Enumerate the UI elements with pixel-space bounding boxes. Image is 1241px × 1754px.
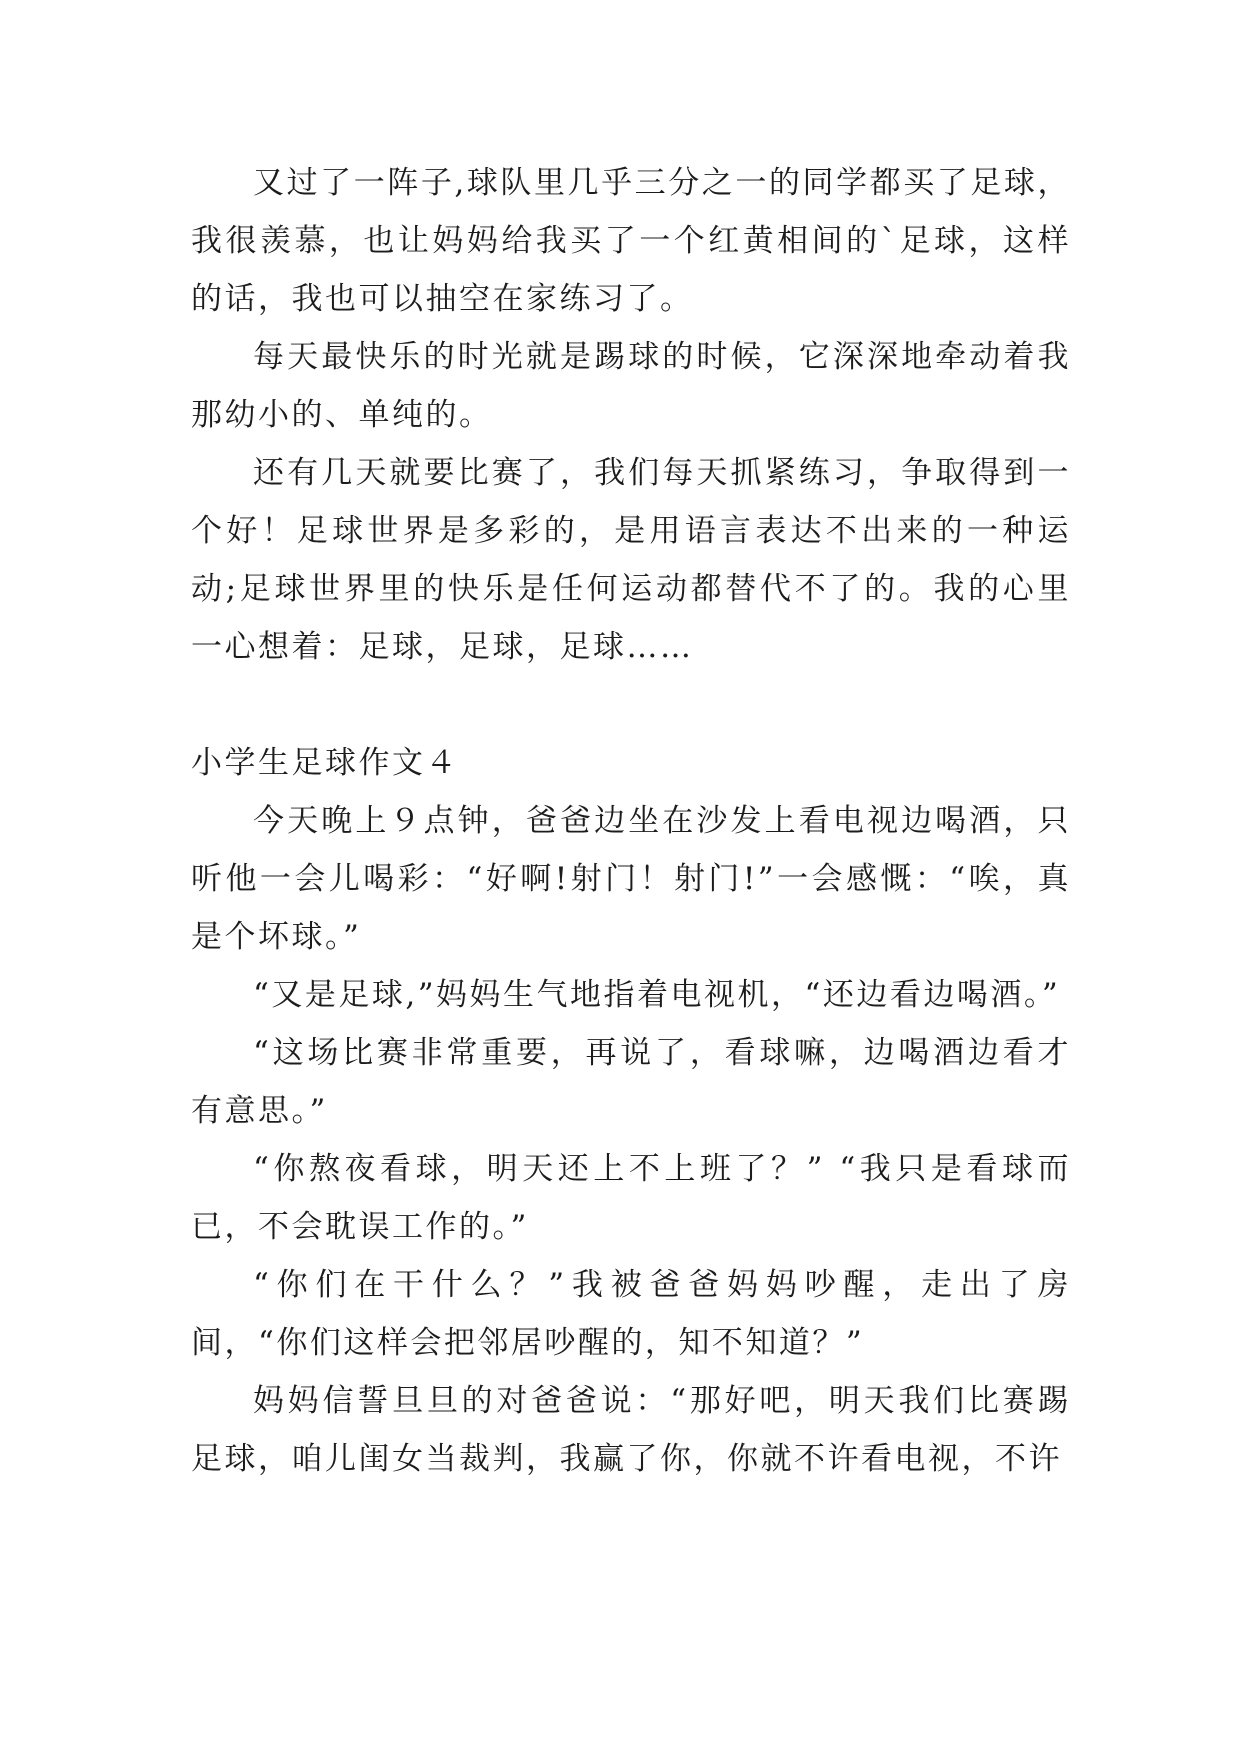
document-body <box>191 154 1071 1488</box>
paragraph-6: “这场比赛非常重要，再说了，看球嘛，边喝酒边看才有意思。” <box>191 1035 1071 1129</box>
paragraph-5: “又是足球,”妈妈生气地指着电视机，“还边看边喝酒。” <box>253 977 1061 1013</box>
paragraph-8: “你们在干什么？”我被爸爸妈妈吵醒，走出了房间，“你们这样会把邻居吵醒的，知不知道？” <box>191 1267 1071 1361</box>
paragraph-3: 还有几天就要比赛了，我们每天抓紧练习，争取得到一个好！足球世界是多彩的，是用语言表达不出来的一种运动;足球世界里的快乐是任何运动都替代不了的。我的心里一心想着：足球，足球，足球…… <box>191 455 1071 665</box>
paragraph-4: 今天晚上９点钟，爸爸边坐在沙发上看电视边喝酒，只听他一会儿喝彩：“好啊!射门！射门!”一会感慨：“唉，真是个坏球。” <box>191 803 1071 955</box>
section-title: 小学生足球作文４ <box>191 745 459 781</box>
paragraph-2: 每天最快乐的时光就是踢球的时候，它深深地牵动着我那幼小的、单纯的。 <box>191 339 1071 433</box>
paragraph-1: 又过了一阵子,球队里几乎三分之一的同学都买了足球，我很羡慕，也让妈妈给我买了一个红黄相间的`足球，这样的话，我也可以抽空在家练习了。 <box>191 165 1071 317</box>
paragraph-7: “你熬夜看球，明天还上不上班了？” “我只是看球而已，不会耽误工作的。” <box>191 1151 1071 1245</box>
paragraph-9: 妈妈信誓旦旦的对爸爸说：“那好吧，明天我们比赛踢足球，咱儿闺女当裁判，我赢了你，你就不许看电视，不许 <box>191 1383 1071 1477</box>
